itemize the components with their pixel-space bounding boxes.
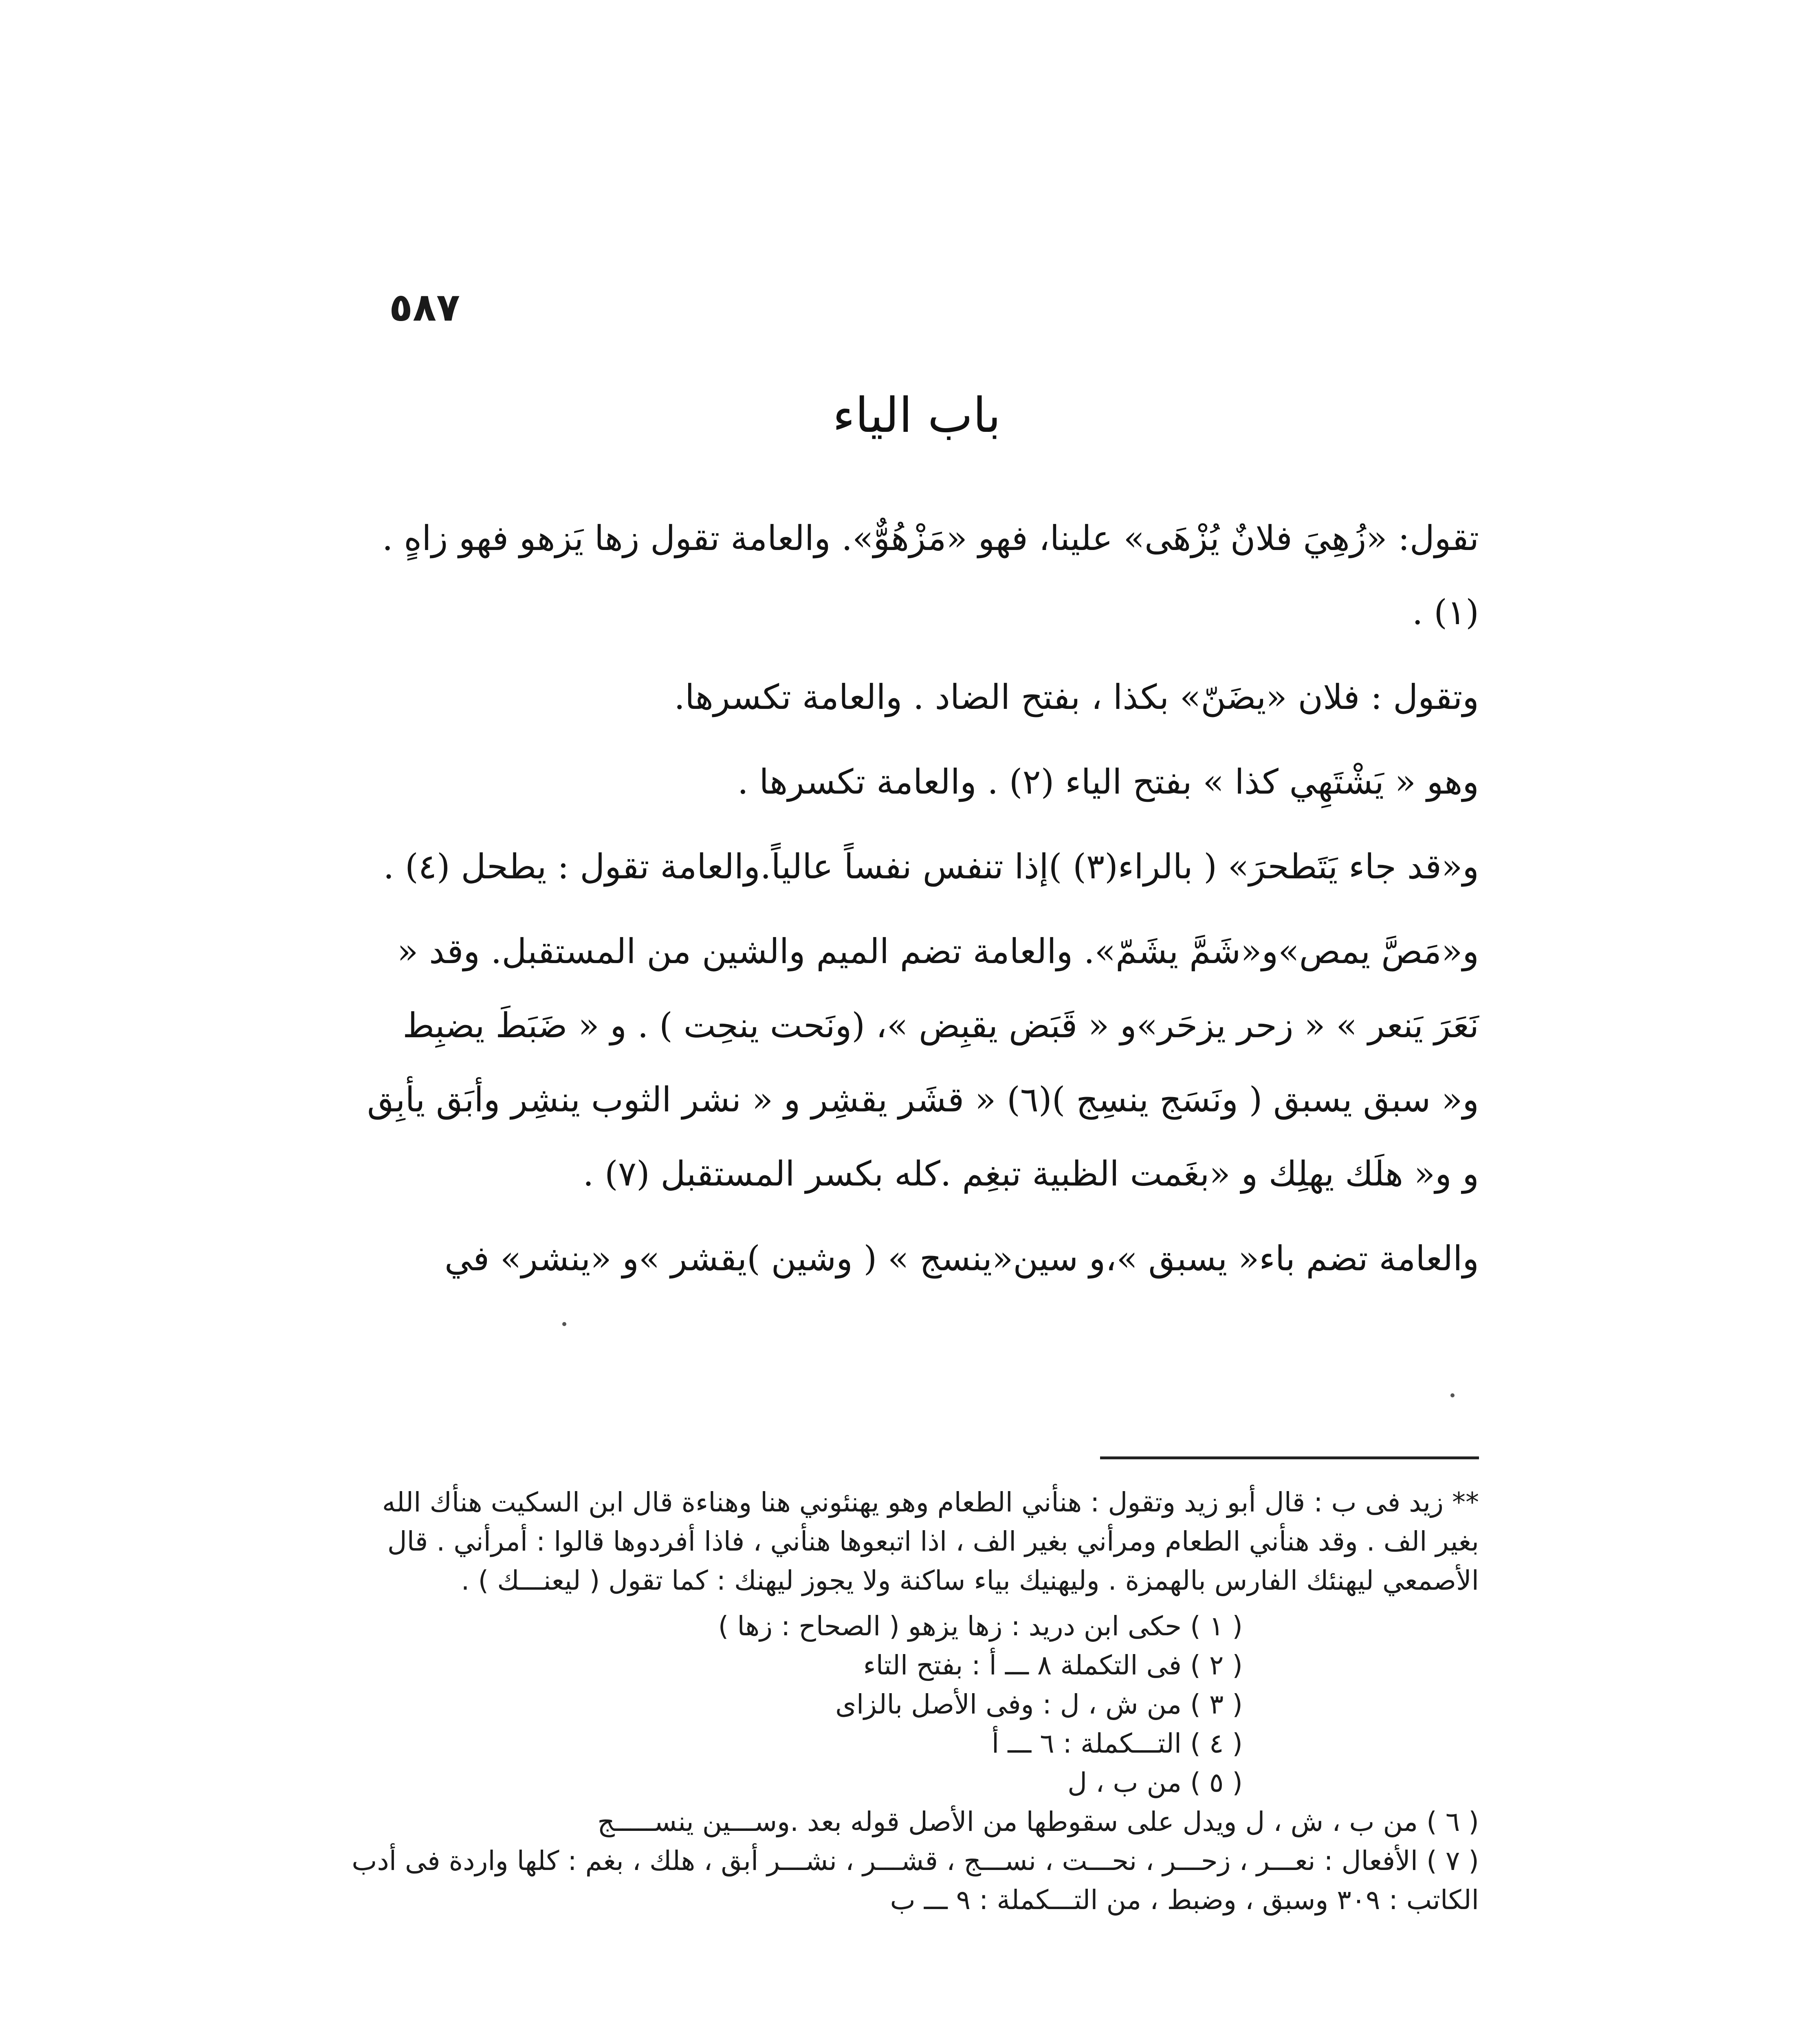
footnote-item: ( ٢ ) فى التكملة ٨ ـــ أ : بفتح التاء: [863, 1650, 1243, 1681]
paragraph: وهو « يَشْتَهِي كذا » بفتح الياء (٢) . والعامة تكسرها .: [737, 762, 1479, 802]
footnote-item: ( ٥ ) من ب ، ل: [1067, 1767, 1243, 1798]
paragraph: تقول: «زُهِيَ فلانٌ يُزْهَى» علينا، فهو «مَزْهُوٌّ». والعامة تقول زها يَزهو فهو زاهٍ . (١) .: [382, 518, 1479, 632]
footnote-item: ( ٣ ) من ش ، ل : وفى الأصل بالزاى: [835, 1689, 1243, 1720]
footnote-item: ( ٧ ) الأفعال : نعـــر ، زحـــر ، نحـــت ، نســـج ، قشـــر ، نشـــر أبق ، هلك ، بغم : كلها واردة فى أدب الكاتب : ٣٠٩ وسبق ، وضبط ، من التـــكملة : ٩ ـــ ب: [352, 1845, 1479, 1916]
main-text: [359, 501, 1479, 1296]
paragraph: و«مَصَّ يمص»و«شَمَّ يشَمّ». والعامة تضم الميم والشين من المستقبل. وقد « نَعَرَ يَنعر » « زحر يزحَر»و « قَبَض يقبِض »، (ونَحت ينحِت ) . و « ضَبَطَ يضبِط و« سبق يسبق ( ونَسَج ينسِج )(٦) « قشَر يقشِر و « نشر الثوب ينشِر وأبَق يأبِق و و« هلَك يهلِك و «بغَمت الظبية تبغِم .كله بكسر المستقبل (٧) .: [367, 931, 1479, 1194]
paragraph: وتقول : فلان «يضَنّ» بكذا ، بفتح الضاد . والعامة تكسرها.: [674, 677, 1479, 717]
footnote-item: ( ١ ) حكى ابن دريد : زها يزهو ( الصحاح : زها ): [718, 1610, 1243, 1642]
footnote-separator: [1100, 1456, 1479, 1459]
chapter-title: باب الياء: [832, 387, 1001, 443]
scan-speck: [562, 1322, 566, 1326]
footnote-item: ( ٤ ) التـــكملة : ٦ ـــ أ: [991, 1728, 1243, 1759]
paragraph: والعامة تضم باء« يسبق »،و سين«ينسج » ( وشين )يقشر »و «ينشر» في: [444, 1238, 1479, 1278]
page-number: ٥٨٧: [389, 285, 460, 330]
footnotes: [350, 1483, 1479, 1920]
footnote-item: ( ٦ ) من ب ، ش ، ل ويدل على سقوطها من الأصل قوله بعد .وســـين ينســـــج: [597, 1806, 1479, 1837]
paragraph: و«قد جاء يَتَطحرَ» ( بالراء(٣) )إذا تنفس نفساً عالياً.والعامة تقول : يطحل (٤) .: [383, 847, 1479, 887]
scan-speck: [1450, 1393, 1455, 1397]
footnote-intro: ** زيد فى ب : قال أبو زيد وتقول : هنأني الطعام وهو يهنئوني هنا وهناءة قال ابن السكيت هنأك الله بغير الف . وقد هنأني الطعام ومرأني بغير الف ، اذا اتبعوها هنأني ، فاذا أفردوها قالوا : أمرأني . قال الأصمعي ليهنئك الفارس بالهمزة . وليهنيك بياء ساكنة ولا يجوز ليهنك : كما تقول ( ليعنـــك ) .: [382, 1487, 1479, 1596]
